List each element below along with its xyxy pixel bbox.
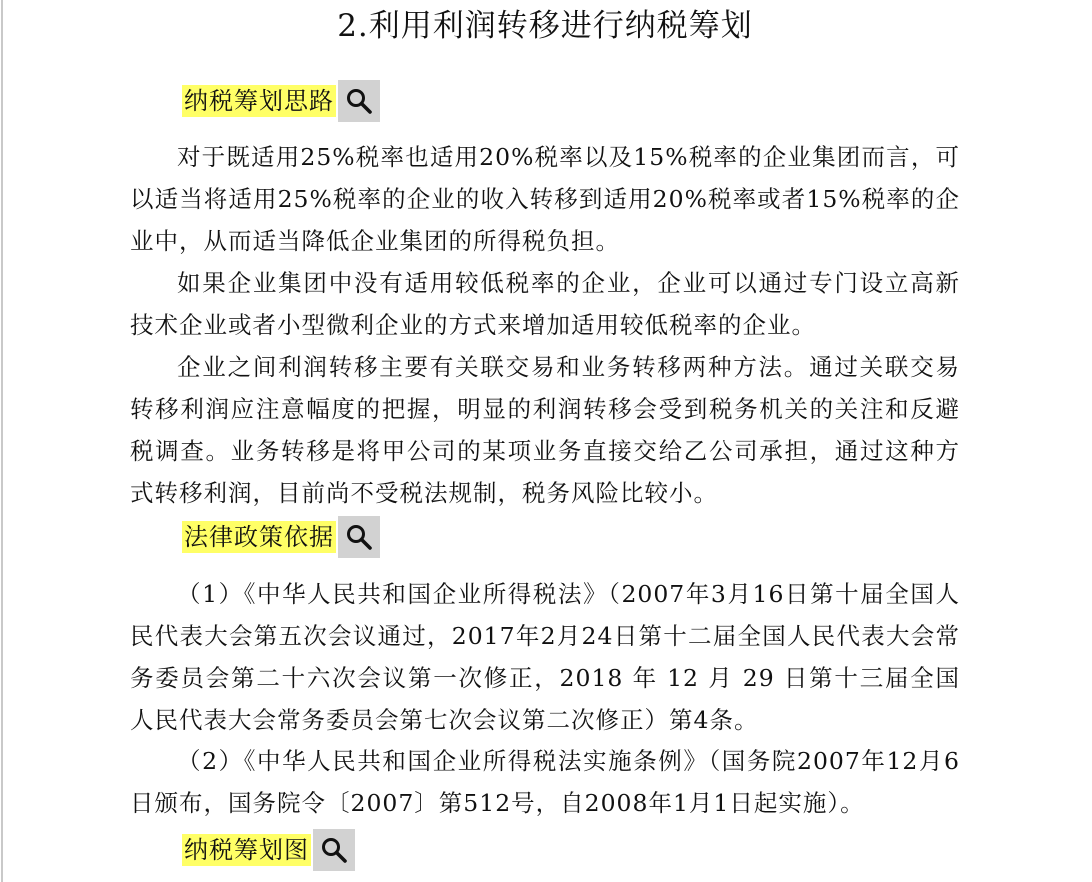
page-title: 2.利用利润转移进行纳税筹划 xyxy=(337,8,753,44)
section-heading-diagram xyxy=(182,829,355,871)
section-heading-label: 纳税筹划思路 xyxy=(184,87,334,115)
page-border xyxy=(1,0,3,882)
search-icon xyxy=(345,87,373,115)
search-icon xyxy=(345,523,373,551)
section-heading-legal-basis xyxy=(182,516,380,558)
paragraph: 对于既适用25%税率也适用20%税率以及15%税率的企业集团而言，可以适当将适用25%税率的企业的收入转移到适用20%税率或者15%税率的企业中，从而适当降低企业集团的所得税负担。 xyxy=(130,143,960,255)
section-heading-label: 纳税筹划图 xyxy=(184,836,309,864)
paragraph: （2）《中华人民共和国企业所得税法实施条例》（国务院2007年12月6日颁布，国务院令〔2007〕第512号，自2008年1月1日起实施）。 xyxy=(130,747,960,817)
paragraph: 如果企业集团中没有适用较低税率的企业，企业可以通过专门设立高新技术企业或者小型微利企业的方式来增加适用较低税率的企业。 xyxy=(130,269,960,339)
search-button[interactable] xyxy=(313,829,355,871)
paragraph: （1）《中华人民共和国企业所得税法》（2007年3月16日第十届全国人民代表大会第五次会议通过，2017年2月24日第十二届全国人民代表大会常务委员会第二十六次会议第一次修正，2018 年 12 月 29 日第十三届全国人民代表大会常务委员会第七次会议第二次修正）第4条。 xyxy=(130,580,960,734)
paragraph: 企业之间利润转移主要有关联交易和业务转移两种方法。通过关联交易转移利润应注意幅度的把握，明显的利润转移会受到税务机关的关注和反避税调查。业务转移是将甲公司的某项业务直接交给乙公司承担，通过这种方式转移利润，目前尚不受税法规制，税务风险比较小。 xyxy=(130,353,960,507)
search-icon xyxy=(320,836,348,864)
section-heading-label: 法律政策依据 xyxy=(184,523,334,551)
search-button[interactable] xyxy=(338,80,380,122)
section-heading-ideas xyxy=(182,80,380,122)
search-button[interactable] xyxy=(338,516,380,558)
